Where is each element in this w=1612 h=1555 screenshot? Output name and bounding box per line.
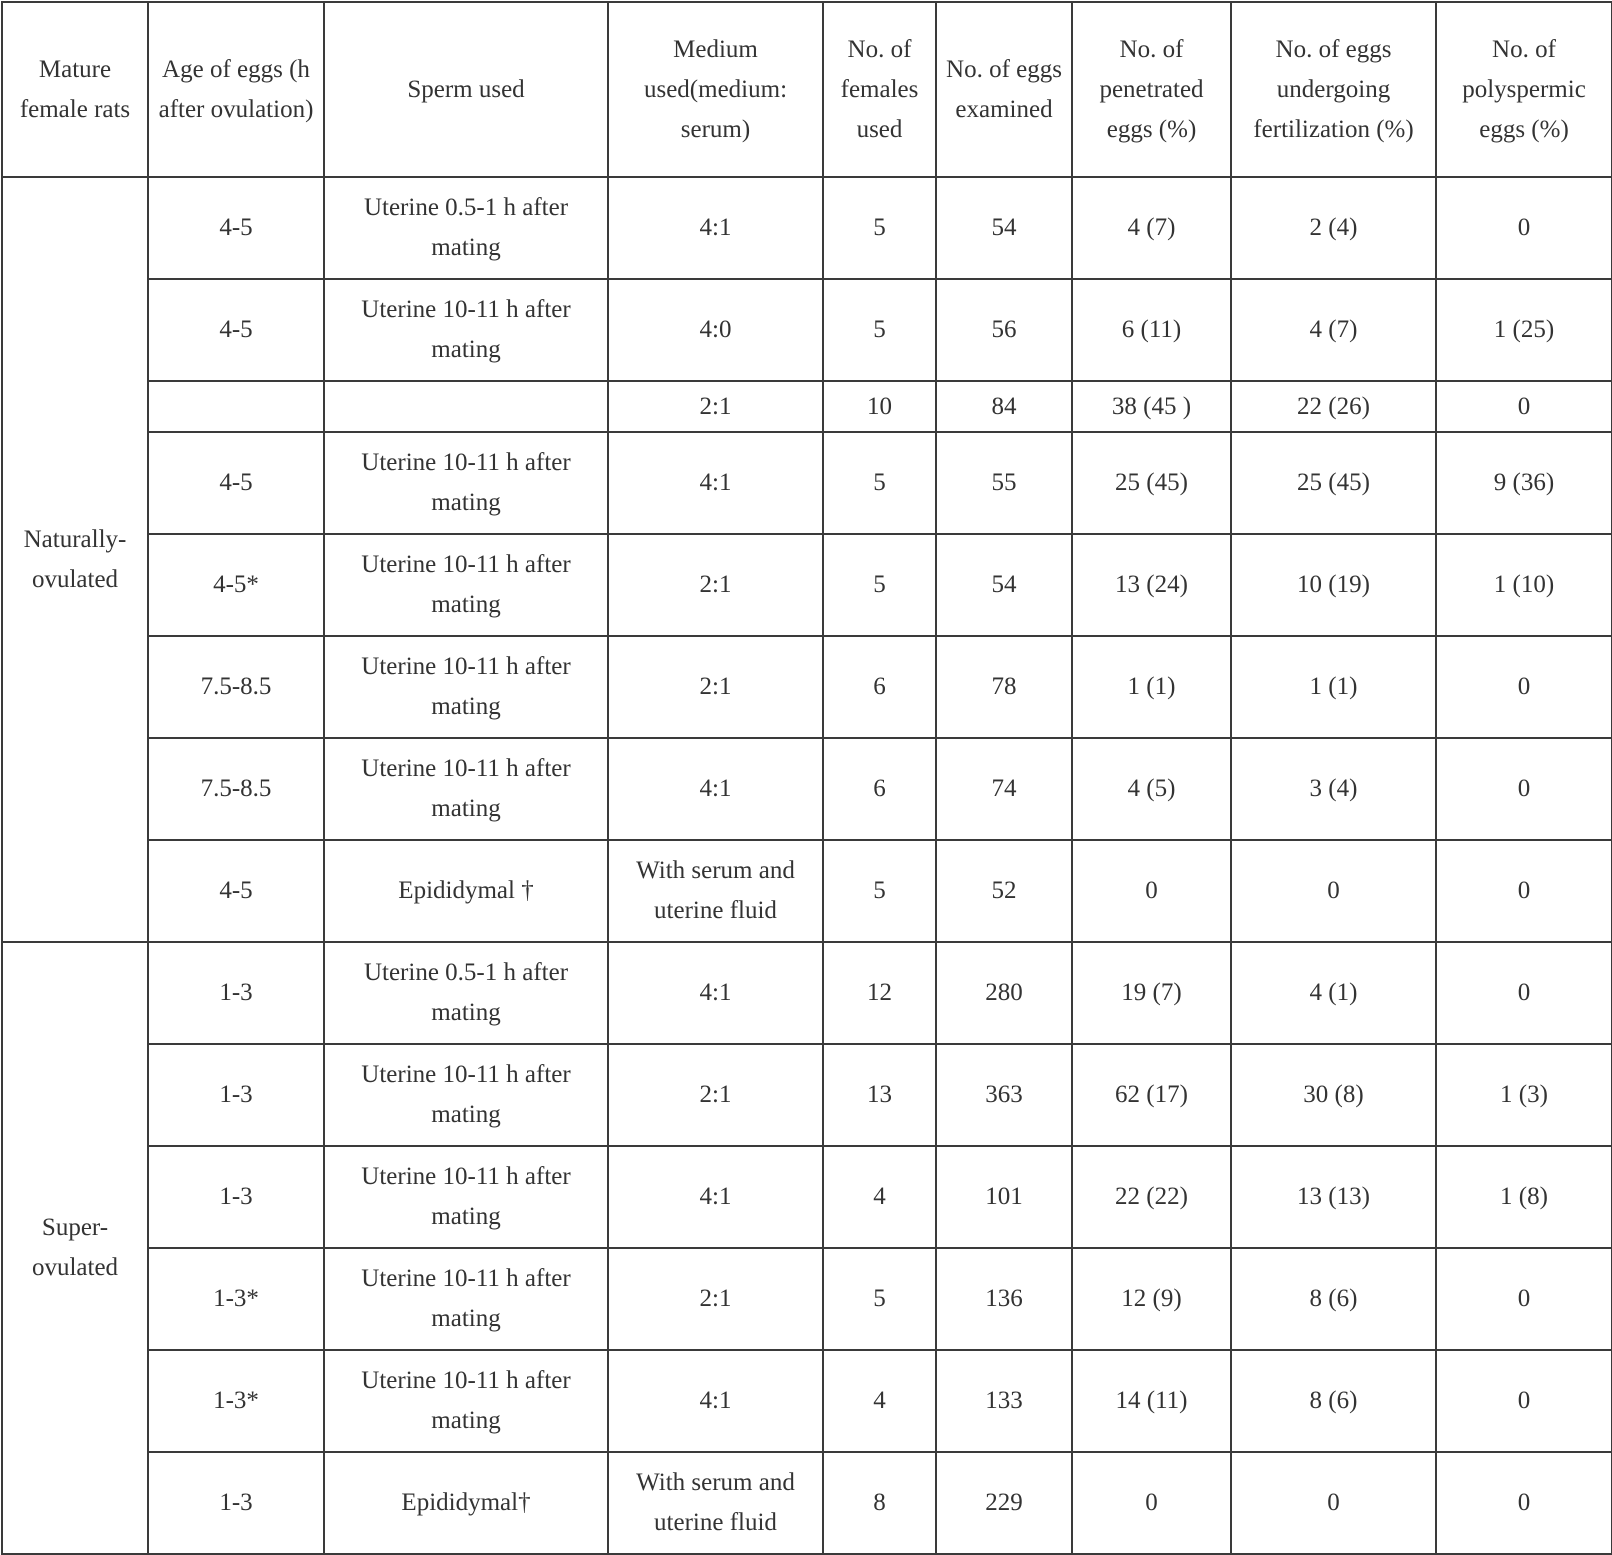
cell-females: 5: [823, 534, 936, 636]
cell-fertilization: 13 (13): [1231, 1146, 1436, 1248]
cell-fertilization: 30 (8): [1231, 1044, 1436, 1146]
cell-medium: 4:1: [608, 738, 823, 840]
cell-sperm: Epididymal †: [324, 840, 608, 942]
group-label-super-ovulated: Super-ovulated: [2, 942, 148, 1554]
cell-penetrated: 4 (7): [1072, 177, 1231, 279]
header-penetrated-eggs: No. of penetrated eggs (%): [1072, 2, 1231, 177]
table-row: [2, 1248, 1612, 1350]
cell-fertilization: 10 (19): [1231, 534, 1436, 636]
cell-fertilization: 3 (4): [1231, 738, 1436, 840]
cell-penetrated: 14 (11): [1072, 1350, 1231, 1452]
cell-fertilization: 4 (1): [1231, 942, 1436, 1044]
cell-sperm: Epididymal†: [324, 1452, 608, 1554]
cell-females: 8: [823, 1452, 936, 1554]
cell-polyspermic: 0: [1436, 1248, 1612, 1350]
cell-medium: 2:1: [608, 1248, 823, 1350]
cell-age: 1-3: [148, 1044, 324, 1146]
cell-females: 10: [823, 381, 936, 432]
header-mature-female-rats: Mature female rats: [2, 2, 148, 177]
cell-penetrated: 1 (1): [1072, 636, 1231, 738]
cell-sperm: Uterine 10-11 h after mating: [324, 534, 608, 636]
cell-females: 5: [823, 432, 936, 534]
cell-age: 4-5: [148, 177, 324, 279]
cell-age: 7.5-8.5: [148, 738, 324, 840]
cell-eggs: 55: [936, 432, 1072, 534]
table-row: [2, 534, 1612, 636]
table-row: [2, 381, 1612, 432]
cell-females: 5: [823, 177, 936, 279]
cell-eggs: 56: [936, 279, 1072, 381]
cell-age: 4-5: [148, 279, 324, 381]
cell-age: 1-3*: [148, 1248, 324, 1350]
header-medium-used: Medium used(medium: serum): [608, 2, 823, 177]
cell-penetrated: 0: [1072, 840, 1231, 942]
cell-age: [148, 381, 324, 432]
cell-polyspermic: 0: [1436, 840, 1612, 942]
cell-females: 13: [823, 1044, 936, 1146]
cell-polyspermic: 0: [1436, 1452, 1612, 1554]
cell-medium: 2:1: [608, 381, 823, 432]
cell-medium: 4:1: [608, 432, 823, 534]
cell-eggs: 229: [936, 1452, 1072, 1554]
table-row: [2, 636, 1612, 738]
cell-penetrated: 62 (17): [1072, 1044, 1231, 1146]
cell-age: 1-3: [148, 1146, 324, 1248]
table-row: [2, 177, 1612, 279]
table-row: [2, 840, 1612, 942]
cell-fertilization: 1 (1): [1231, 636, 1436, 738]
cell-sperm: Uterine 10-11 h after mating: [324, 1044, 608, 1146]
cell-eggs: 136: [936, 1248, 1072, 1350]
cell-sperm: Uterine 10-11 h after mating: [324, 636, 608, 738]
cell-penetrated: 0: [1072, 1452, 1231, 1554]
header-age-of-eggs: Age of eggs (h after ovulation): [148, 2, 324, 177]
cell-eggs: 54: [936, 534, 1072, 636]
cell-penetrated: 25 (45): [1072, 432, 1231, 534]
cell-fertilization: 2 (4): [1231, 177, 1436, 279]
cell-polyspermic: 0: [1436, 381, 1612, 432]
cell-polyspermic: 1 (3): [1436, 1044, 1612, 1146]
cell-penetrated: 22 (22): [1072, 1146, 1231, 1248]
cell-eggs: 52: [936, 840, 1072, 942]
cell-sperm: Uterine 10-11 h after mating: [324, 738, 608, 840]
cell-females: 5: [823, 279, 936, 381]
cell-fertilization: 25 (45): [1231, 432, 1436, 534]
cell-eggs: 78: [936, 636, 1072, 738]
cell-eggs: 133: [936, 1350, 1072, 1452]
cell-fertilization: 0: [1231, 1452, 1436, 1554]
cell-polyspermic: 1 (8): [1436, 1146, 1612, 1248]
cell-polyspermic: 0: [1436, 177, 1612, 279]
cell-females: 12: [823, 942, 936, 1044]
cell-females: 5: [823, 840, 936, 942]
cell-females: 4: [823, 1350, 936, 1452]
cell-penetrated: 19 (7): [1072, 942, 1231, 1044]
cell-polyspermic: 0: [1436, 636, 1612, 738]
cell-medium: With serum and uterine fluid: [608, 1452, 823, 1554]
cell-polyspermic: 9 (36): [1436, 432, 1612, 534]
header-polyspermic-eggs: No. of polyspermic eggs (%): [1436, 2, 1612, 177]
cell-fertilization: 22 (26): [1231, 381, 1436, 432]
fertilization-table: [1, 1, 1612, 1555]
cell-polyspermic: 0: [1436, 942, 1612, 1044]
cell-polyspermic: 1 (10): [1436, 534, 1612, 636]
table-row: [2, 942, 1612, 1044]
cell-sperm: Uterine 0.5-1 h after mating: [324, 177, 608, 279]
cell-eggs: 54: [936, 177, 1072, 279]
cell-medium: 4:1: [608, 1350, 823, 1452]
cell-sperm: Uterine 10-11 h after mating: [324, 1146, 608, 1248]
cell-medium: 4:1: [608, 177, 823, 279]
cell-polyspermic: 0: [1436, 1350, 1612, 1452]
cell-age: 7.5-8.5: [148, 636, 324, 738]
cell-fertilization: 8 (6): [1231, 1350, 1436, 1452]
cell-sperm: Uterine 0.5-1 h after mating: [324, 942, 608, 1044]
cell-penetrated: 38 (45 ): [1072, 381, 1231, 432]
cell-polyspermic: 1 (25): [1436, 279, 1612, 381]
cell-age: 1-3: [148, 1452, 324, 1554]
cell-fertilization: 4 (7): [1231, 279, 1436, 381]
cell-penetrated: 6 (11): [1072, 279, 1231, 381]
header-eggs-examined: No. of eggs examined: [936, 2, 1072, 177]
cell-age: 4-5: [148, 432, 324, 534]
cell-sperm: Uterine 10-11 h after mating: [324, 432, 608, 534]
table-row: [2, 1452, 1612, 1554]
table-row: [2, 279, 1612, 381]
header-females-used: No. of females used: [823, 2, 936, 177]
cell-penetrated: 4 (5): [1072, 738, 1231, 840]
table-row: [2, 1146, 1612, 1248]
cell-sperm: Uterine 10-11 h after mating: [324, 1248, 608, 1350]
cell-females: 5: [823, 1248, 936, 1350]
cell-eggs: 74: [936, 738, 1072, 840]
cell-medium: 2:1: [608, 534, 823, 636]
cell-eggs: 101: [936, 1146, 1072, 1248]
cell-medium: 4:1: [608, 1146, 823, 1248]
cell-females: 4: [823, 1146, 936, 1248]
cell-females: 6: [823, 636, 936, 738]
header-row: [2, 2, 1612, 177]
cell-fertilization: 8 (6): [1231, 1248, 1436, 1350]
cell-medium: With serum and uterine fluid: [608, 840, 823, 942]
cell-eggs: 280: [936, 942, 1072, 1044]
cell-polyspermic: 0: [1436, 738, 1612, 840]
table-row: [2, 1044, 1612, 1146]
table-row: [2, 1350, 1612, 1452]
cell-medium: 4:1: [608, 942, 823, 1044]
cell-medium: 2:1: [608, 1044, 823, 1146]
cell-medium: 4:0: [608, 279, 823, 381]
cell-eggs: 363: [936, 1044, 1072, 1146]
cell-age: 4-5: [148, 840, 324, 942]
header-eggs-fertilization: No. of eggs undergoing fertilization (%): [1231, 2, 1436, 177]
cell-eggs: 84: [936, 381, 1072, 432]
cell-age: 1-3*: [148, 1350, 324, 1452]
cell-females: 6: [823, 738, 936, 840]
table-row: [2, 432, 1612, 534]
cell-sperm: Uterine 10-11 h after mating: [324, 279, 608, 381]
cell-penetrated: 12 (9): [1072, 1248, 1231, 1350]
cell-age: 1-3: [148, 942, 324, 1044]
header-sperm-used: Sperm used: [324, 2, 608, 177]
table-row: [2, 738, 1612, 840]
group-label-naturally-ovulated: Naturally-ovulated: [2, 177, 148, 942]
cell-age: 4-5*: [148, 534, 324, 636]
cell-fertilization: 0: [1231, 840, 1436, 942]
cell-penetrated: 13 (24): [1072, 534, 1231, 636]
cell-sperm: Uterine 10-11 h after mating: [324, 1350, 608, 1452]
cell-sperm: [324, 381, 608, 432]
cell-medium: 2:1: [608, 636, 823, 738]
